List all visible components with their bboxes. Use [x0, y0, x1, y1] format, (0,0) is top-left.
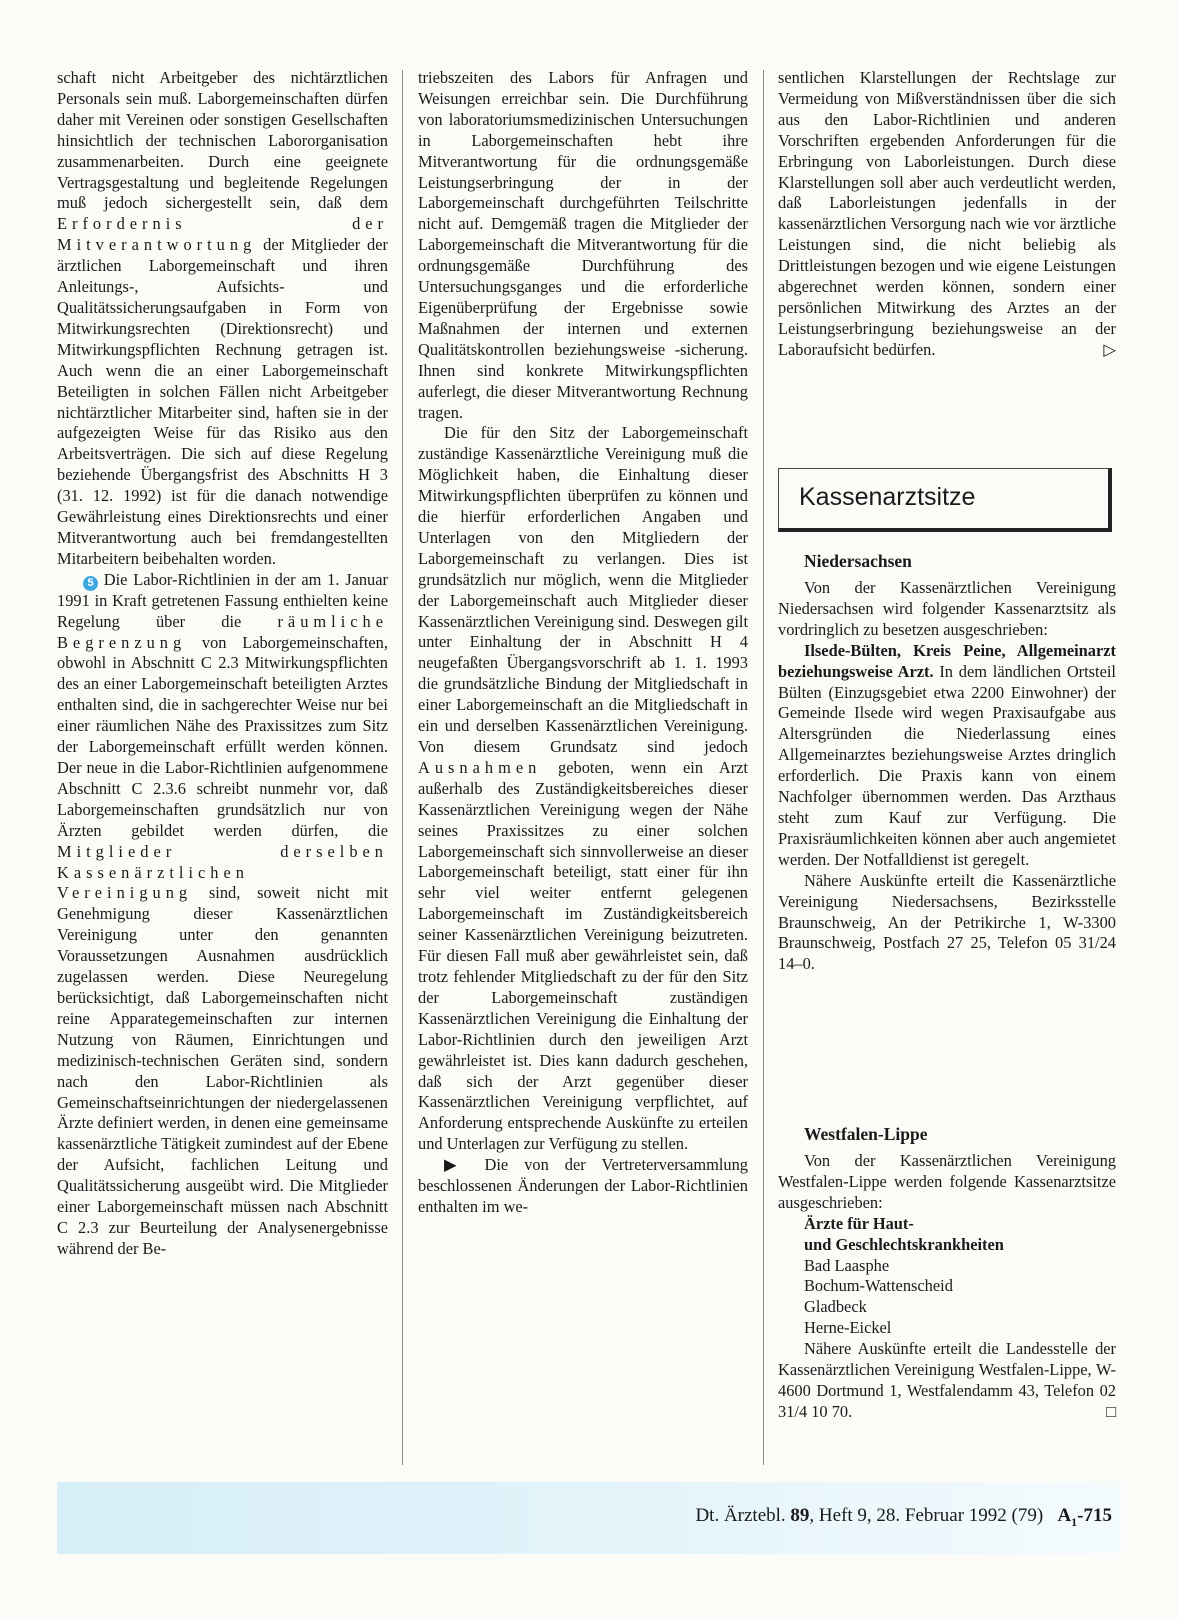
column-divider	[402, 70, 403, 1465]
paragraph: 5 Die Labor-Richtlinien in der am 1. Januar 1991 in Kraft getretenen Fassung enthielten keine Regelung über die räumliche Begrenzung von Laborgemeinschaften, obwohl in Abschnitt C 2.3 Mitwirkungspflichten des an einer Laborgemeinschaft beteiligten Arztes enthalten sind, die in sachgerechter Weise nur bei einer räumlichen Nähe des Praxissitzes zum Sitz der Laborgemeinschaft erfüllt werden können. Der neue in die Labor-Richtlinien aufgenommene Abschnitt C 2.3.6 schreibt nunmehr vor, daß Laborgemeinschaften grundsätzlich nur von Ärzten gebildet werden dürfen, die Mitglieder derselben Kassenärztlichen Vereinigung sind, soweit nicht mit Genehmigung dieser Kassenärztlichen Vereinigung unter den genannten Voraussetzungen Ausnahmen ausdrücklich zugelassen werden. Diese Neuregelung berücksichtigt, daß Laborgemeinschaften nicht reine Apparategemeinschaften zur internen Nutzung von Räumen, Einrichtungen und medizinisch-technischen Geräten sind, sondern nach den Labor-Richtlinien als Gemeinschaftseinrichtungen der niedergelassenen Ärzte definiert werden, in denen eine gemeinsame kassenärztliche Tätigkeit zumindest auf der Ebene der Aufsicht, fachlichen Leitung und Qualitätssicherung ausgeübt wird. Die Mitglieder einer Laborgemeinschaft müssen nach Abschnitt C 2.3 zur Beurteilung der Analysenergebnisse während der Be-	[57, 569, 388, 1258]
paragraph: Die für den Sitz der Laborgemeinschaft zuständige Kassenärztliche Vereinigung muß die Möglichkeit haben, die Einhaltung dieser Mitwirkungspflichten überprüfen zu können und die hierfür erforderlichen Angaben und Unterlagen von den Mitgliedern der Laborgemeinschaft zu verlangen. Dies ist grundsätzlich nur möglich, wenn die Mitglieder der Laborgemeinschaft auch Mitglieder dieser Kassenärztlichen Vereinigung sind. Deswegen gilt unter Einhaltung der in Abschnitt H 4 neugefaßten Übergangsvorschrift ab 1. 1. 1993 die grundsätzliche Bindung der Mitgliedschaft in einer Laborgemeinschaft an die Mitgliedschaft in ein und derselben Kassenärztlichen Vereinigung. Von diesem Grundsatz sind jedoch Ausnahmen geboten, wenn ein Arzt außerhalb des Zuständigkeitsbereiches dieser Kassenärztlichen Vereinigung wegen der Nähe seines Praxissitzes zu einer solchen Laborgemeinschaft sich sinnvollerweise an dieser Laborgemeinschaft beteiligt, statt einer für ihn sehr viel weiter entfernt gelegenen Laborgemeinschaft im Zuständigkeitsbereich seiner Kassenärztlichen Vereinigung beizutreten. Für diesen Fall muß aber gewährleistet sein, daß trotz fehlender Mitgliedschaft zu der für den Sitz der Laborgemeinschaft zuständigen Kassenärztlichen Vereinigung die Einhaltung der Labor-Richtlinien durch den jeweiligen Arzt gewährleistet ist. Dies kann dadurch geschehen, daß sich der Arzt gegenüber dieser Kassenärztlichen Vereinigung verpflichtet, auf Anforderung entsprechende Auskünfte zu erteilen und Unterlagen zur Verfügung zu stellen.	[418, 423, 748, 1154]
list-item: Bochum-Wattenscheid	[804, 1276, 953, 1296]
paragraph: Nähere Auskünfte erteilt die Landesstelle der Kassenärztlichen Vereinigung Westfalen-Lippe, W-4600 Dortmund 1, Westfalendamm 43, Telefon 02 31/4 10 70. □	[778, 1339, 1116, 1421]
article-column-1	[57, 68, 388, 1260]
specialty-label: und Geschlechtskrankheiten	[804, 1234, 1004, 1254]
section-title: Kassenarztsitze	[799, 483, 976, 511]
list-item: Herne-Eickel	[804, 1318, 892, 1338]
paragraph: ▶ Die von der Vertreterversammlung beschlossenen Änderungen der Labor-Richtlinien enthalten im we-	[418, 1155, 748, 1216]
column-divider	[763, 70, 764, 1465]
paragraph: triebszeiten des Labors für Anfragen und Weisungen erreichbar sein. Die Durchführung von laboratoriumsmedizinischen Untersuchungen in Laborgemeinschaften hebt ihre Mitverantwortung für die ordnungsgemäße Leistungserbringung der in der Laborgemeinschaft durchgeführten Teilschritte nicht auf. Demgemäß tragen die Mitglieder der Laborgemeinschaft die Mitverantwortung für die ordnungsgemäße Durchführung des Untersuchungsganges und die erforderliche Eigenüberprüfung der Ergebnisse sowie Maßnahmen der internen und externen Qualitätskontrollen beziehungsweise -sicherung. Ihnen sind konkrete Mitwirkungspflichten auferlegt, die dieser Mitverantwortung Rechnung tragen.	[418, 68, 748, 422]
paragraph: Von der Kassenärztlichen Vereinigung Westfalen-Lippe werden folgende Kassenarztsitze ausgeschrieben:	[778, 1151, 1116, 1212]
end-mark-icon: □	[1106, 1401, 1116, 1421]
specialty-label: Ärzte für Haut-	[804, 1213, 914, 1233]
specialty-list	[778, 1214, 1116, 1339]
paragraph: schaft nicht Arbeitgeber des nichtärztlichen Personals sein muß. Laborgemeinschaften dürfen daher mit Vereinen oder sonstigen Gesellschaften hinsichtlich der technischen Labororganisation zusammenarbeiten. Durch eine geeignete Vertragsgestaltung und begleitende Regelungen muß jedoch sichergestellt sein, daß dem Erfordernis der Mitverantwortung der Mitglieder der ärztlichen Laborgemeinschaft und ihren Anleitungs-, Aufsichts- und Qualitätssicherungsaufgaben in Form von Mitwirkungsrechten (Direktionsrecht) und Mitwirkungspflichten Rechnung getragen ist. Auch wenn die an einer Laborgemeinschaft Beteiligten in solchen Fällen nicht Arbeitgeber nichtärztlicher Mitarbeiter sind, haften sie in der aufgezeigten Weise für das Risiko aus den Arbeitsverträgen. Die sich auf diese Regelung beziehende Übergangsfrist des Abschnitts H 3 (31. 12. 1992) ist für die danach notwendige Gewährleistung eines Direktionsrechts und einer Mitverantwortung auch bei fremdangestellten Mitarbeitern beibehalten worden.	[57, 68, 388, 568]
paragraph: Nähere Auskünfte erteilt die Kassenärztliche Vereinigung Niedersachsens, Bezirksstelle Braunschweig, An der Petrikirche 1, W-3300 Braunschweig, Postfach 27 25, Telefon 05 31/24 14–0.	[778, 870, 1116, 974]
article-column-2	[418, 68, 748, 1218]
section-header-box	[778, 468, 1112, 532]
paragraph: Von der Kassenärztlichen Vereinigung Niedersachsen wird folgender Kassenarztsitz als vordringlich zu besetzen ausgeschrieben:	[778, 578, 1116, 639]
paragraph: sentlichen Klarstellungen der Rechtslage zur Vermeidung von Mißverständnissen über die sich aus den Labor-Richtlinien und anderen Vorschriften ergebenden Anforderungen für die Erbringung von Laborleistungen. Durch diese Klarstellungen soll aber auch verdeutlicht werden, daß Laborleistungen jedenfalls in der kassenärztlichen Versorgung nach wie vor ärztliche Leistungen sind, die nicht beliebig als Drittleistungen bezogen und wie eigene Leistungen abgerechnet werden können, sondern einer persönlichen Mitwirkung des Arztes an der Leistungserbringung beziehungsweise an der Laboraufsicht bedürfen. ▷	[778, 68, 1116, 359]
list-item: Bad Laasphe	[804, 1255, 890, 1275]
section-number-badge: 5	[83, 576, 98, 591]
listing-niedersachsen	[778, 550, 1116, 975]
paragraph: Ilsede-Bülten, Kreis Peine, Allgemeinarzt beziehungsweise Arzt. In dem ländlichen Ortsteil Bülten (Einzugsgebiet etwa 2200 Einwohner) der Gemeinde Ilsede wird wegen Praxisaufgabe aus Altersgründen die Niederlassung eines Allgemeinarztes beziehungsweise Arztes dringlich erforderlich. Die Praxis kann von einem Nachfolger übernommen werden. Das Arzthaus steht zum Kauf zur Verfügung. Die Praxisräumlichkeiten können aber auch angemietet werden. Der Notfalldienst ist geregelt.	[778, 640, 1116, 869]
region-heading: Westfalen-Lippe	[804, 1124, 928, 1144]
list-item: Gladbeck	[804, 1297, 867, 1317]
continue-arrow-icon: ▷	[1103, 339, 1116, 359]
listing-westfalen-lippe	[778, 1123, 1116, 1423]
region-heading: Niedersachsen	[804, 551, 912, 571]
article-column-3	[778, 68, 1116, 361]
page-footer: Dt. Ärztebl. 89, Heft 9, 28. Februar 1992 (79) $A_1-715$	[695, 1505, 1112, 1529]
